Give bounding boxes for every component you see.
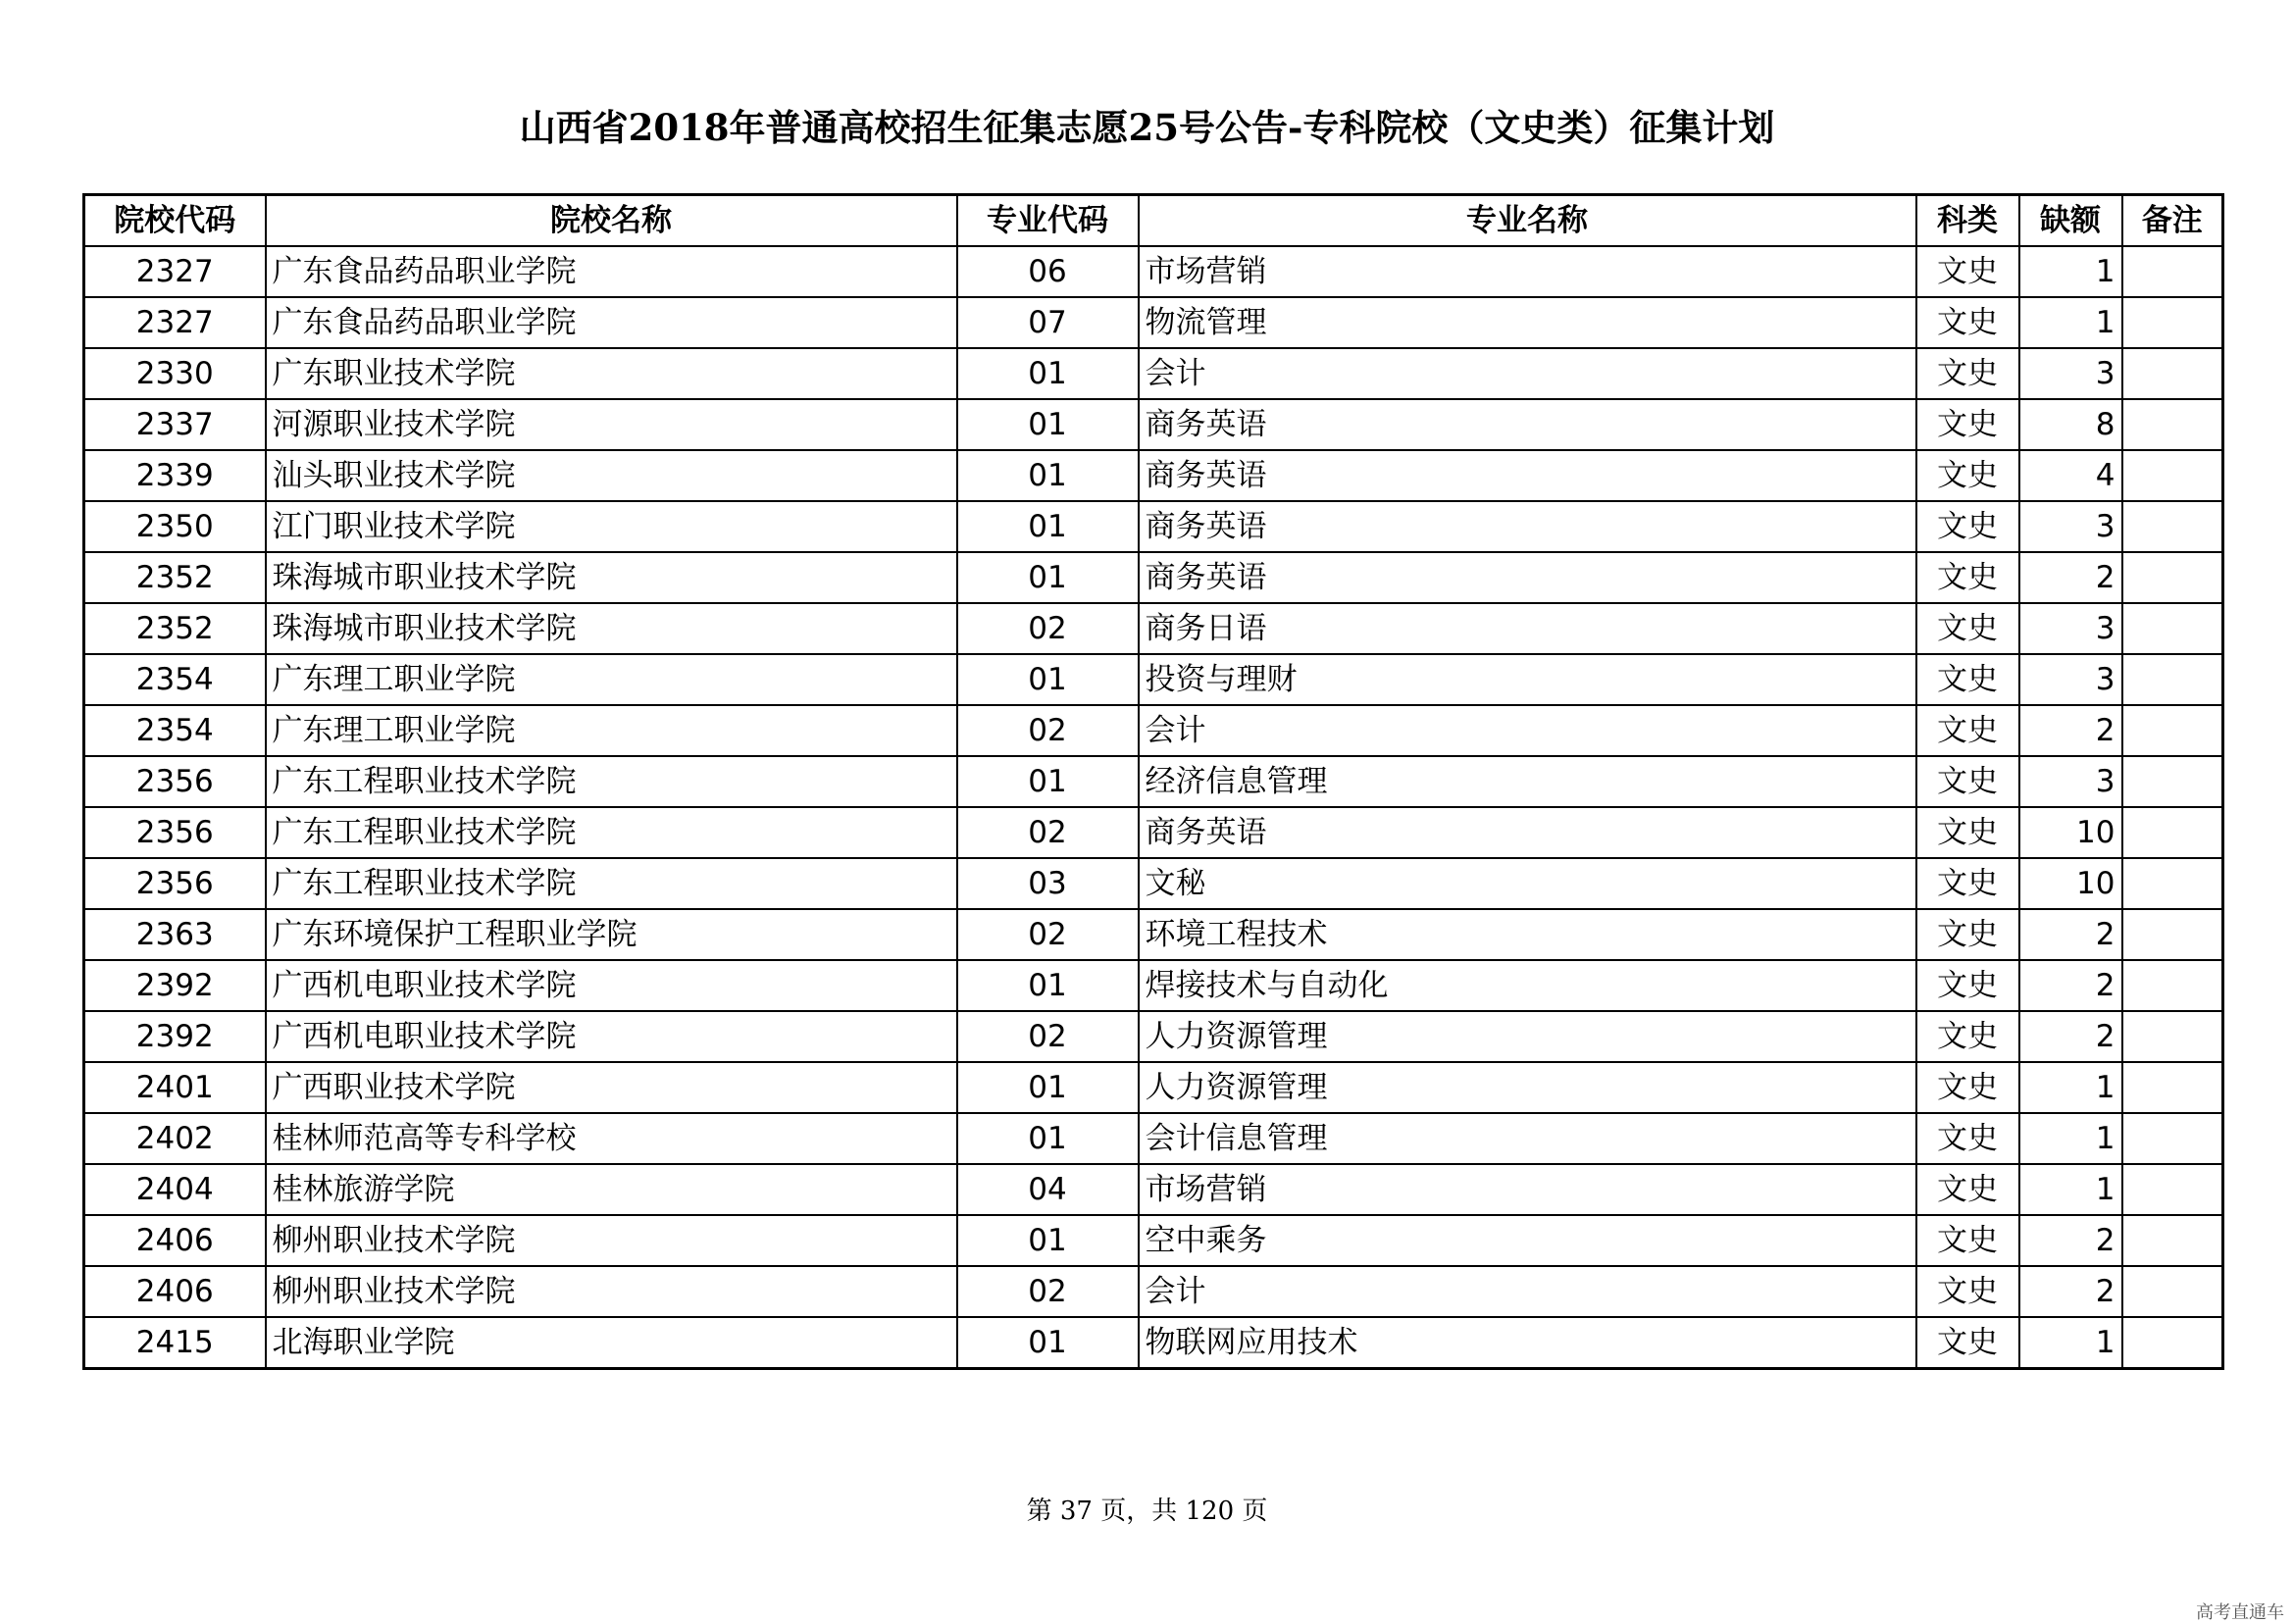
cell-major-name: 会计 [1139,348,1916,399]
table-header-row [84,195,2223,247]
cell-school-name: 江门职业技术学院 [266,501,957,552]
cell-school-name: 北海职业学院 [266,1317,957,1369]
cell-category: 文史 [1916,1164,2019,1215]
cell-school-code: 2356 [84,858,266,909]
cell-school-code: 2415 [84,1317,266,1369]
cell-school-code: 2352 [84,603,266,654]
cell-note [2122,1113,2223,1164]
cell-school-code: 2337 [84,399,266,450]
cell-major-code: 06 [957,246,1139,297]
cell-category: 文史 [1916,348,2019,399]
table-row [84,1317,2223,1369]
cell-category: 文史 [1916,858,2019,909]
cell-school-name: 柳州职业技术学院 [266,1266,957,1317]
cell-note [2122,909,2223,960]
header-vacancy: 缺额 [2019,195,2122,247]
table-row [84,858,2223,909]
cell-major-name: 焊接技术与自动化 [1139,960,1916,1011]
cell-school-code: 2392 [84,960,266,1011]
enrollment-plan-table [82,193,2224,1370]
cell-category: 文史 [1916,501,2019,552]
cell-category: 文史 [1916,705,2019,756]
table-row [84,552,2223,603]
header-major-name: 专业名称 [1139,195,1916,247]
cell-major-code: 01 [957,756,1139,807]
table-row [84,450,2223,501]
cell-vacancy: 8 [2019,399,2122,450]
cell-note [2122,756,2223,807]
cell-major-code: 04 [957,1164,1139,1215]
cell-vacancy: 1 [2019,297,2122,348]
cell-note [2122,1317,2223,1369]
table-row [84,246,2223,297]
table-row [84,705,2223,756]
cell-vacancy: 1 [2019,1164,2122,1215]
cell-school-name: 广东环境保护工程职业学院 [266,909,957,960]
cell-school-name: 广西职业技术学院 [266,1062,957,1113]
table-row [84,756,2223,807]
cell-school-name: 广东食品药品职业学院 [266,297,957,348]
table-row [84,807,2223,858]
cell-major-name: 人力资源管理 [1139,1062,1916,1113]
cell-vacancy: 3 [2019,501,2122,552]
cell-major-name: 物流管理 [1139,297,1916,348]
cell-major-code: 01 [957,960,1139,1011]
cell-category: 文史 [1916,1011,2019,1062]
cell-note [2122,1164,2223,1215]
table-row [84,1215,2223,1266]
cell-school-name: 珠海城市职业技术学院 [266,603,957,654]
cell-school-code: 2354 [84,705,266,756]
cell-category: 文史 [1916,552,2019,603]
cell-school-code: 2330 [84,348,266,399]
cell-note [2122,246,2223,297]
cell-vacancy: 1 [2019,246,2122,297]
table-row [84,1164,2223,1215]
cell-school-code: 2356 [84,807,266,858]
cell-school-name: 柳州职业技术学院 [266,1215,957,1266]
cell-note [2122,399,2223,450]
table-row [84,348,2223,399]
cell-note [2122,297,2223,348]
cell-major-code: 02 [957,807,1139,858]
cell-major-name: 商务英语 [1139,552,1916,603]
cell-school-code: 2327 [84,297,266,348]
cell-note [2122,1266,2223,1317]
cell-note [2122,705,2223,756]
cell-major-name: 市场营销 [1139,1164,1916,1215]
header-school-name: 院校名称 [266,195,957,247]
cell-vacancy: 3 [2019,756,2122,807]
cell-category: 文史 [1916,1266,2019,1317]
cell-major-code: 01 [957,348,1139,399]
cell-vacancy: 2 [2019,1011,2122,1062]
cell-major-name: 文秘 [1139,858,1916,909]
cell-school-code: 2406 [84,1215,266,1266]
table-row [84,1011,2223,1062]
cell-school-code: 2356 [84,756,266,807]
cell-note [2122,501,2223,552]
cell-category: 文史 [1916,297,2019,348]
cell-category: 文史 [1916,1317,2019,1369]
cell-school-name: 广东工程职业技术学院 [266,756,957,807]
cell-vacancy: 2 [2019,1266,2122,1317]
header-major-code: 专业代码 [957,195,1139,247]
cell-major-code: 01 [957,552,1139,603]
header-note: 备注 [2122,195,2223,247]
cell-major-code: 01 [957,1317,1139,1369]
table-row [84,399,2223,450]
cell-major-name: 市场营销 [1139,246,1916,297]
cell-vacancy: 10 [2019,858,2122,909]
cell-vacancy: 3 [2019,654,2122,705]
cell-vacancy: 2 [2019,552,2122,603]
table-row [84,501,2223,552]
cell-school-name: 河源职业技术学院 [266,399,957,450]
cell-school-code: 2363 [84,909,266,960]
cell-category: 文史 [1916,960,2019,1011]
cell-note [2122,1011,2223,1062]
cell-category: 文史 [1916,399,2019,450]
cell-school-code: 2352 [84,552,266,603]
cell-school-name: 广东理工职业学院 [266,654,957,705]
cell-note [2122,1062,2223,1113]
cell-school-name: 广东职业技术学院 [266,348,957,399]
cell-school-code: 2401 [84,1062,266,1113]
cell-major-name: 商务英语 [1139,450,1916,501]
cell-major-code: 01 [957,1062,1139,1113]
cell-school-name: 珠海城市职业技术学院 [266,552,957,603]
cell-note [2122,960,2223,1011]
table-row [84,1266,2223,1317]
cell-note [2122,654,2223,705]
watermark: 高考直通车 [2196,1602,2284,1623]
table-row [84,1062,2223,1113]
cell-school-name: 广西机电职业技术学院 [266,960,957,1011]
cell-note [2122,807,2223,858]
cell-vacancy: 3 [2019,603,2122,654]
cell-school-name: 桂林师范高等专科学校 [266,1113,957,1164]
cell-major-code: 01 [957,654,1139,705]
cell-category: 文史 [1916,603,2019,654]
cell-vacancy: 1 [2019,1317,2122,1369]
cell-vacancy: 1 [2019,1062,2122,1113]
cell-major-code: 01 [957,399,1139,450]
cell-major-name: 会计 [1139,1266,1916,1317]
cell-school-code: 2327 [84,246,266,297]
cell-vacancy: 1 [2019,1113,2122,1164]
cell-school-code: 2404 [84,1164,266,1215]
cell-category: 文史 [1916,246,2019,297]
cell-major-name: 商务日语 [1139,603,1916,654]
cell-major-code: 02 [957,1266,1139,1317]
table-row [84,909,2223,960]
cell-category: 文史 [1916,450,2019,501]
cell-vacancy: 10 [2019,807,2122,858]
cell-school-name: 广东工程职业技术学院 [266,858,957,909]
cell-category: 文史 [1916,654,2019,705]
cell-school-name: 桂林旅游学院 [266,1164,957,1215]
cell-vacancy: 2 [2019,1215,2122,1266]
cell-category: 文史 [1916,1113,2019,1164]
cell-school-code: 2354 [84,654,266,705]
cell-note [2122,552,2223,603]
cell-school-name: 广东理工职业学院 [266,705,957,756]
header-school-code: 院校代码 [84,195,266,247]
cell-major-name: 人力资源管理 [1139,1011,1916,1062]
cell-major-code: 01 [957,450,1139,501]
table-row [84,960,2223,1011]
table-row [84,654,2223,705]
cell-category: 文史 [1916,1062,2019,1113]
cell-note [2122,348,2223,399]
cell-major-code: 01 [957,1113,1139,1164]
cell-note [2122,450,2223,501]
cell-school-code: 2402 [84,1113,266,1164]
cell-major-name: 商务英语 [1139,807,1916,858]
cell-major-code: 07 [957,297,1139,348]
cell-school-code: 2392 [84,1011,266,1062]
cell-major-name: 投资与理财 [1139,654,1916,705]
cell-vacancy: 4 [2019,450,2122,501]
cell-major-name: 商务英语 [1139,501,1916,552]
table-body [84,246,2223,1369]
cell-major-name: 环境工程技术 [1139,909,1916,960]
table-row [84,1113,2223,1164]
cell-school-name: 广东工程职业技术学院 [266,807,957,858]
cell-vacancy: 2 [2019,909,2122,960]
cell-major-code: 03 [957,858,1139,909]
cell-major-name: 经济信息管理 [1139,756,1916,807]
cell-major-code: 02 [957,603,1139,654]
cell-vacancy: 3 [2019,348,2122,399]
cell-school-name: 汕头职业技术学院 [266,450,957,501]
cell-major-code: 01 [957,1215,1139,1266]
cell-major-name: 会计信息管理 [1139,1113,1916,1164]
cell-vacancy: 2 [2019,705,2122,756]
table-row [84,297,2223,348]
cell-note [2122,1215,2223,1266]
cell-category: 文史 [1916,1215,2019,1266]
cell-category: 文史 [1916,756,2019,807]
cell-school-name: 广西机电职业技术学院 [266,1011,957,1062]
cell-school-name: 广东食品药品职业学院 [266,246,957,297]
cell-major-name: 物联网应用技术 [1139,1317,1916,1369]
cell-note [2122,858,2223,909]
cell-major-name: 会计 [1139,705,1916,756]
cell-category: 文史 [1916,807,2019,858]
cell-major-name: 空中乘务 [1139,1215,1916,1266]
page-title: 山西省2018年普通高校招生征集志愿25号公告-专科院校（文史类）征集计划 [519,106,1775,149]
cell-school-code: 2406 [84,1266,266,1317]
cell-major-code: 01 [957,501,1139,552]
cell-major-code: 02 [957,909,1139,960]
cell-major-name: 商务英语 [1139,399,1916,450]
cell-category: 文史 [1916,909,2019,960]
page-footer: 第 37 页，共 120 页 [1026,1497,1268,1526]
cell-major-code: 02 [957,1011,1139,1062]
cell-school-code: 2339 [84,450,266,501]
cell-major-code: 02 [957,705,1139,756]
cell-note [2122,603,2223,654]
cell-school-code: 2350 [84,501,266,552]
cell-vacancy: 2 [2019,960,2122,1011]
table-row [84,603,2223,654]
header-category: 科类 [1916,195,2019,247]
